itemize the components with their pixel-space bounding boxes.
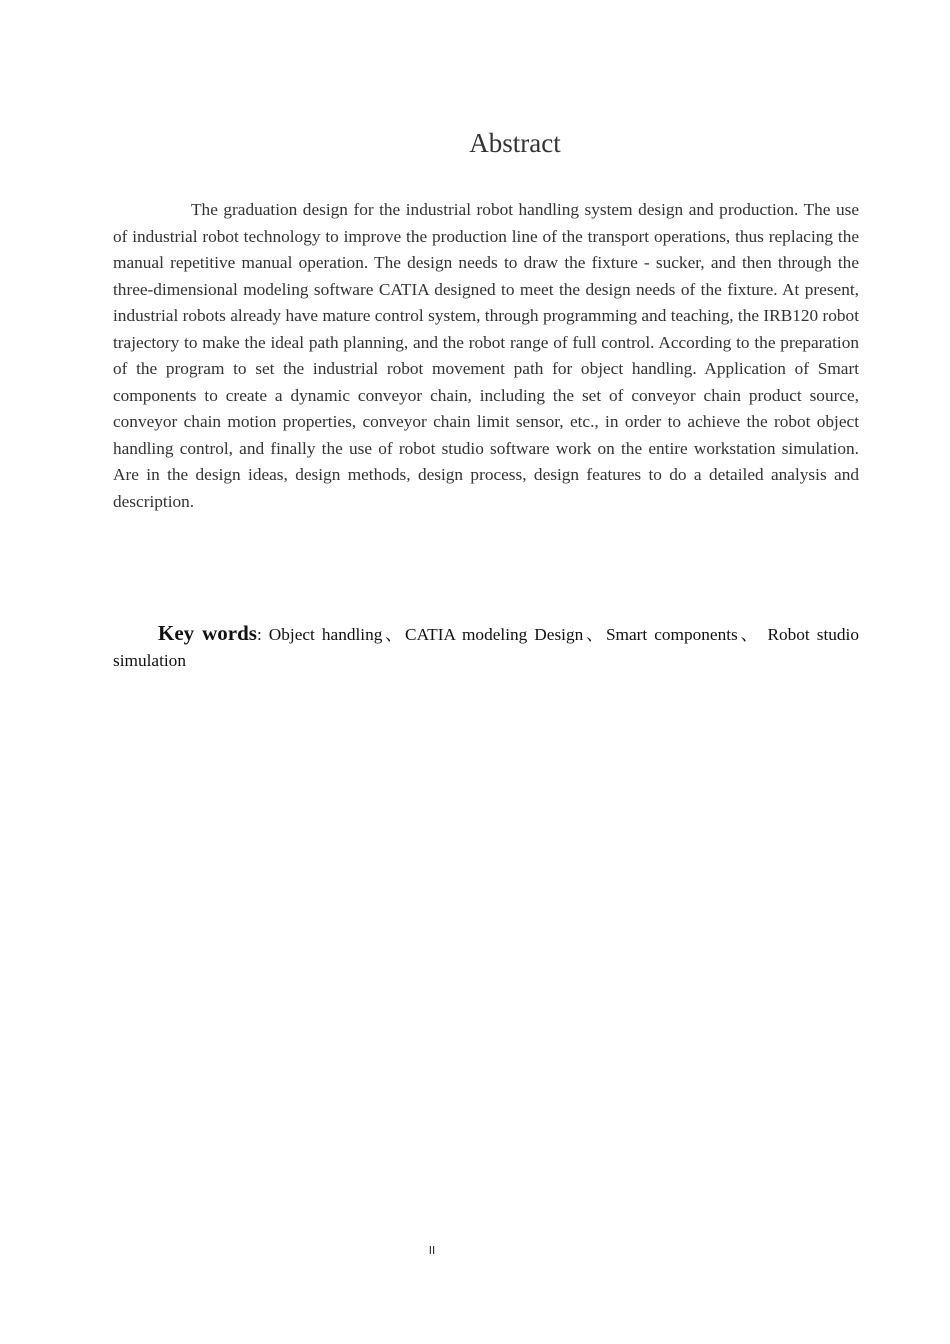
keywords-text: Object handling、CATIA modeling Design、Smart components、 Robot studio simulation — [113, 625, 859, 670]
keywords-label: Key words — [158, 621, 257, 645]
page-number: II — [428, 1244, 436, 1257]
abstract-paragraph: The graduation design for the industrial robot handling system design and production. The use of industrial robot technology to improve the production line of the transport operations, thus replacing the manual repetitive manual operation. The design needs to draw the fixture - sucker, and then through the three-dimensional modeling software CATIA designed to meet the design needs of the fixture. At present, industrial robots already have mature control system, through programming and teaching, the IRB120 robot trajectory to make the ideal path planning, and the robot range of full control. According to the preparation of the program to set the industrial robot movement path for object handling. Application of Smart components to create a dynamic conveyor chain, including the set of conveyor chain product source, conveyor chain motion properties, conveyor chain limit sensor, etc., in order to achieve the robot object handling control, and finally the use of robot studio software work on the entire workstation simulation. Are in the design ideas, design methods, design process, design features to do a detailed analysis and description. — [113, 200, 859, 511]
page-title: Abstract — [469, 128, 561, 158]
keywords-line — [113, 620, 859, 674]
keywords-colon: : — [256, 625, 262, 644]
